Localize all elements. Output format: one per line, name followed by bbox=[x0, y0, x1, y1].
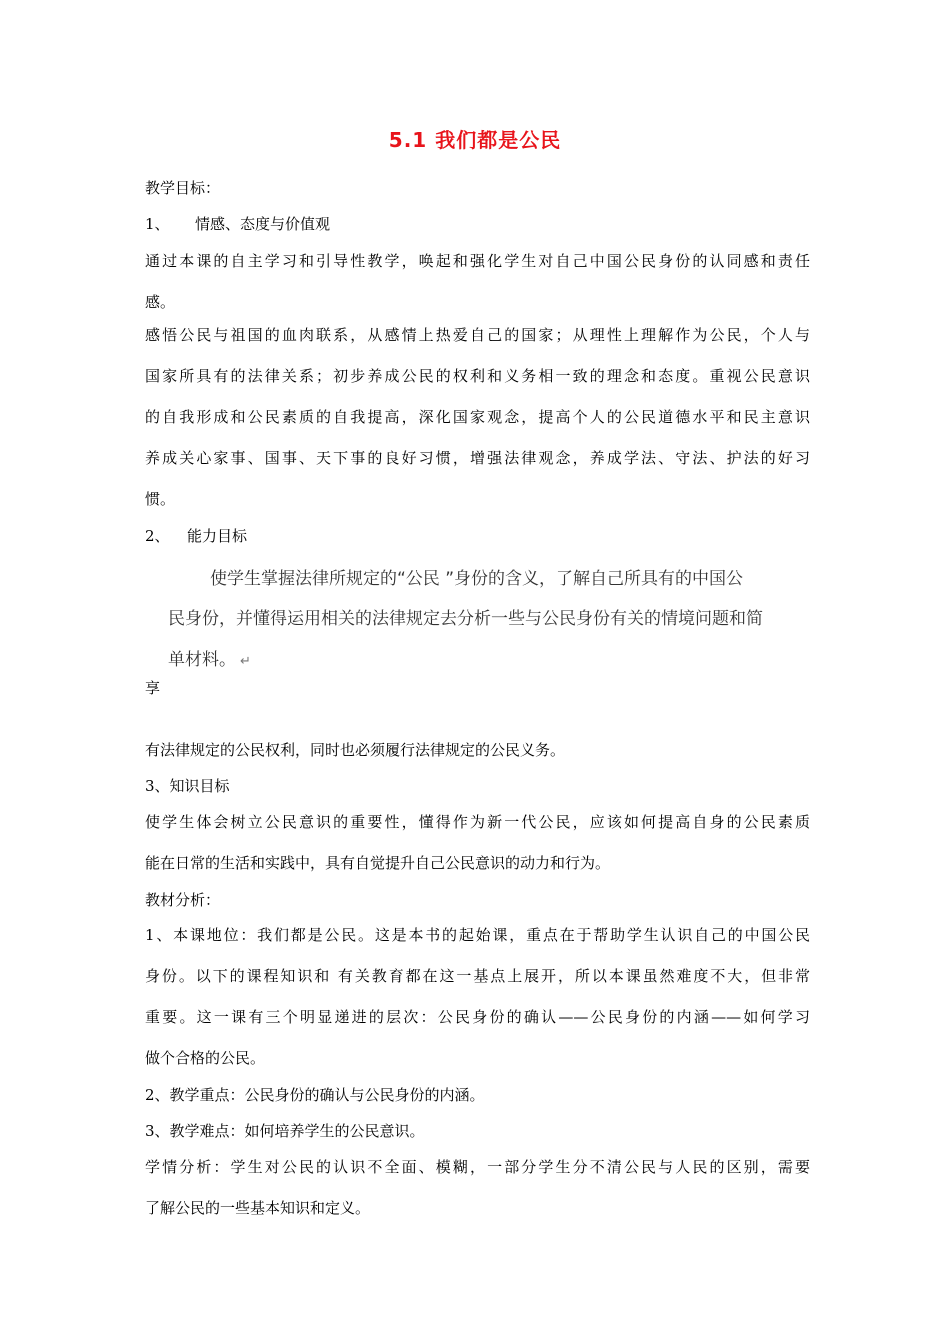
pasted-text-line: 民身份，并懂得运用相关的法律规定去分析一些与公民身份有关的情境问题和简 bbox=[168, 609, 763, 629]
paragraph-line: 学情分析：学生对公民的认识不全面、模糊，一部分学生分不清公民与人民的区别，需要 bbox=[145, 1158, 810, 1176]
goal-1-label: 情感、态度与价值观 bbox=[195, 215, 331, 233]
pasted-text-line: 使学生掌握法律所规定的“公民 ”身份的含义，了解自己所具有的中国公 bbox=[210, 569, 744, 589]
paragraph-line: 感。 bbox=[145, 293, 176, 311]
paragraph-line: 感悟公民与祖国的血肉联系，从感情上热爱自己的国家；从理性上理解作为公民，个人与 bbox=[145, 326, 810, 344]
paragraph-line: 国家所具有的法律关系；初步养成公民的权利和义务相一致的理念和态度。重视公民意识 bbox=[145, 367, 810, 385]
goal-1-heading bbox=[145, 214, 810, 234]
goal-2-number: 2、 bbox=[145, 527, 170, 545]
paragraph-line: 2、教学重点：公民身份的确认与公民身份的内涵。 bbox=[145, 1086, 485, 1104]
paragraph-line: 重要。这一课有三个明显递进的层次：公民身份的确认——公民身份的内涵——如何学习 bbox=[145, 1008, 810, 1026]
paragraph-return-icon: ↵ bbox=[240, 654, 251, 669]
goal-2-label: 能力目标 bbox=[187, 527, 248, 545]
pasted-text-end: 单材料。 bbox=[168, 650, 236, 670]
paragraph-line: 身份。以下的课程知识和 有关教育都在这一基点上展开，所以本课虽然难度不大，但非常 bbox=[145, 967, 810, 985]
goals-heading: 教学目标： bbox=[145, 179, 221, 197]
paragraph-line: 有法律规定的公民权利，同时也必须履行法律规定的公民义务。 bbox=[145, 741, 566, 759]
paragraph-line: 通过本课的自主学习和引导性教学，唤起和强化学生对自己中国公民身份的认同感和责任 bbox=[145, 252, 810, 270]
analysis-heading: 教材分析： bbox=[145, 891, 221, 909]
goal-1-number: 1、 bbox=[145, 215, 170, 233]
paragraph-line: 了解公民的一些基本知识和定义。 bbox=[145, 1199, 371, 1217]
page-title: 5.1 我们都是公民 bbox=[388, 128, 562, 152]
paragraph-line: 使学生体会树立公民意识的重要性，懂得作为新一代公民，应该如何提高自身的公民素质 bbox=[145, 813, 810, 831]
paragraph-line: 1、本课地位：我们都是公民。这是本书的起始课，重点在于帮助学生认识自己的中国公民 bbox=[145, 926, 810, 944]
paragraph-line: 惯。 bbox=[145, 490, 176, 508]
pasted-text-line bbox=[168, 649, 813, 673]
paragraph-line: 的自我形成和公民素质的自我提高，深化国家观念，提高个人的公民道德水平和民主意识 bbox=[145, 408, 810, 426]
paragraph-line: 能在日常的生活和实践中，具有自觉提升自己公民意识的动力和行为。 bbox=[145, 854, 611, 872]
paragraph-line: 养成关心家事、国事、天下事的良好习惯，增强法律观念，养成学法、守法、护法的好习 bbox=[145, 449, 810, 467]
paragraph-line: 做个合格的公民。 bbox=[145, 1049, 266, 1067]
goal-3-heading: 3、知识目标 bbox=[145, 777, 230, 795]
goal-2-heading bbox=[145, 526, 810, 546]
paragraph-line: 3、教学难点：如何培养学生的公民意识。 bbox=[145, 1122, 425, 1140]
stray-character: 享 bbox=[145, 679, 161, 697]
